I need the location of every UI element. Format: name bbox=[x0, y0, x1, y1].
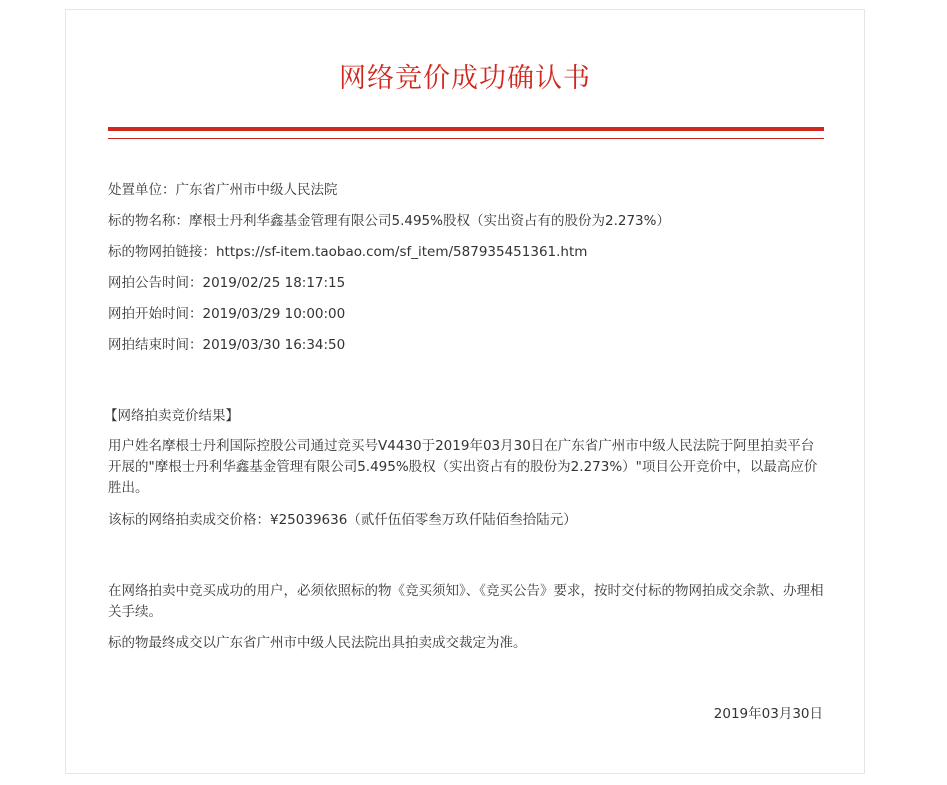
item-link-row bbox=[108, 242, 824, 262]
end-time-value: 2019/03/30 16:34:50 bbox=[202, 337, 346, 353]
notice-paragraph-2: 标的物最终成交以广东省广州市中级人民法院出具拍卖成交裁定为准。 bbox=[108, 635, 527, 651]
disposal-unit-value: 广东省广州市中级人民法院 bbox=[175, 182, 338, 198]
result-body: 用户姓名摩根士丹利国际控股公司通过竞买号V4430于2019年03月30日在广东省广州市中级人民法院于阿里拍卖平台开展的"摩根士丹利华鑫基金管理有限公司5.495%股权（实出资占有的股份为2.273%）"项目公开竞价中，以最高应价胜出。 bbox=[108, 438, 818, 496]
document-date: 2019年03月30日 bbox=[713, 706, 823, 722]
start-time-value: 2019/03/29 10:00:00 bbox=[202, 306, 346, 322]
end-time-row bbox=[108, 335, 824, 355]
item-name-label: 标的物名称： bbox=[108, 213, 189, 229]
item-name-value: 摩根士丹利华鑫基金管理有限公司5.495%股权（实出资占有的股份为2.273%） bbox=[189, 213, 670, 229]
start-time-label: 网拍开始时间： bbox=[108, 306, 203, 322]
item-link[interactable]: https://sf-item.taobao.com/sf_item/587935451361.htm bbox=[216, 244, 588, 260]
price-label: 该标的网络拍卖成交价格： bbox=[108, 512, 270, 528]
disposal-unit-row bbox=[108, 180, 824, 200]
result-heading: 【网络拍卖竞价结果】 bbox=[104, 408, 239, 424]
title-divider-thick bbox=[108, 127, 824, 131]
end-time-label: 网拍结束时间： bbox=[108, 337, 203, 353]
document-title: 网络竞价成功确认书 bbox=[339, 63, 591, 94]
item-link-label: 标的物网拍链接： bbox=[108, 244, 216, 260]
item-name-row bbox=[108, 211, 824, 231]
price-value: ¥25039636（贰仟伍佰零叁万玖仟陆佰叁拾陆元） bbox=[270, 512, 577, 528]
disposal-unit-label: 处置单位： bbox=[108, 182, 176, 198]
price-row bbox=[108, 510, 824, 530]
title-divider-thin bbox=[108, 138, 824, 139]
announce-time-label: 网拍公告时间： bbox=[108, 275, 203, 291]
announce-time-row bbox=[108, 273, 824, 293]
confirmation-document bbox=[65, 9, 865, 774]
announce-time-value: 2019/02/25 18:17:15 bbox=[202, 275, 346, 291]
notice-paragraph-1: 在网络拍卖中竞买成功的用户，必须依照标的物《竞买须知》、《竞买公告》要求，按时交付标的物网拍成交余款、办理相关手续。 bbox=[108, 583, 824, 620]
start-time-row bbox=[108, 304, 824, 324]
